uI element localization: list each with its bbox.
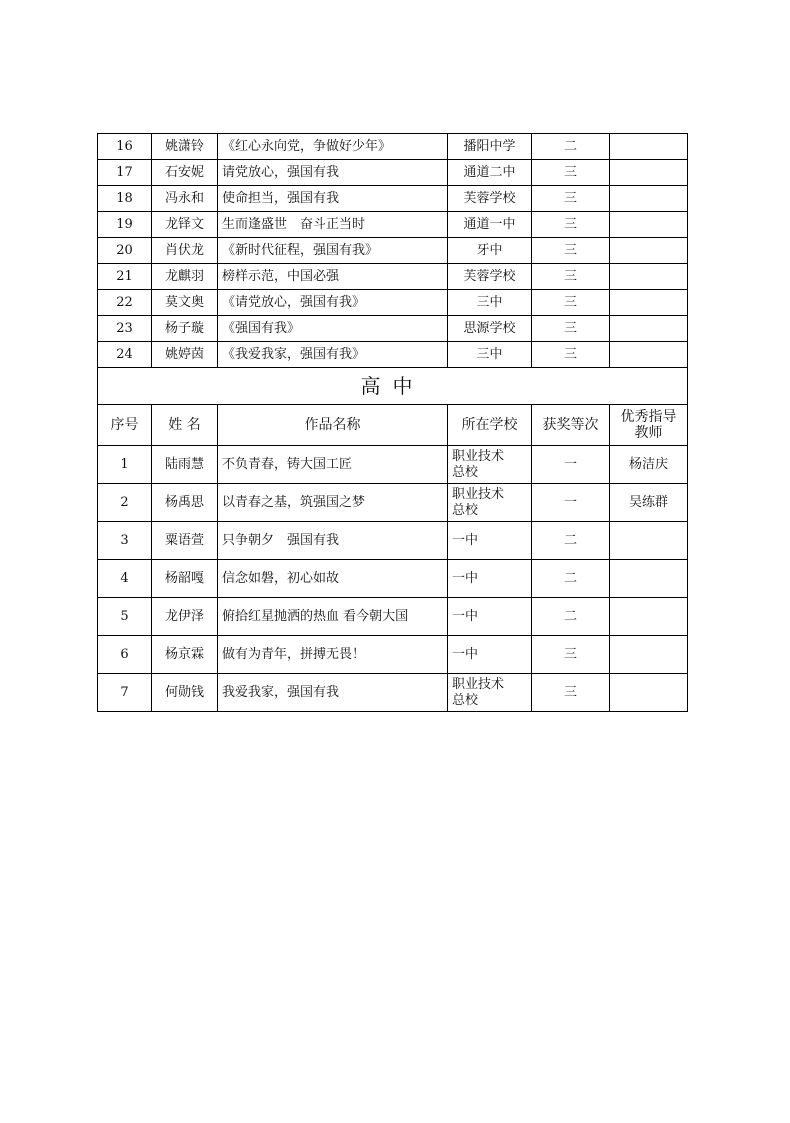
cell-title: 做有为青年，拼搏无畏！ <box>218 636 448 674</box>
school-line1: 一中 <box>452 570 479 586</box>
header-teacher-line2: 教师 <box>634 425 663 441</box>
section-title: 高中 <box>98 368 688 405</box>
cell-no: 16 <box>98 134 152 160</box>
cell-title: 《强国有我》 <box>218 316 448 342</box>
cell-title: 《新时代征程，强国有我》 <box>218 238 448 264</box>
header-name: 姓 名 <box>152 405 218 446</box>
cell-award: 一 <box>532 446 610 484</box>
cell-title: 《请党放心，强国有我》 <box>218 290 448 316</box>
table-row <box>98 238 688 264</box>
cell-no: 17 <box>98 160 152 186</box>
cell-teacher <box>610 212 688 238</box>
cell-school: 通道一中 <box>448 212 532 238</box>
cell-no: 18 <box>98 186 152 212</box>
header-title: 作品名称 <box>218 405 448 446</box>
school-line2: 总校 <box>452 692 479 708</box>
cell-teacher <box>610 636 688 674</box>
cell-title: 俯拾红星抛洒的热血 看今朝大国 <box>218 598 448 636</box>
table-row <box>98 674 688 712</box>
header-no: 序号 <box>98 405 152 446</box>
cell-name: 石安妮 <box>152 160 218 186</box>
header-teacher-line1: 优秀指导 <box>620 409 677 425</box>
cell-award: 三 <box>532 238 610 264</box>
table-row <box>98 186 688 212</box>
table-row <box>98 560 688 598</box>
cell-award: 二 <box>532 560 610 598</box>
cell-award: 三 <box>532 636 610 674</box>
cell-title: 使命担当，强国有我 <box>218 186 448 212</box>
cell-teacher <box>610 290 688 316</box>
table-row <box>98 160 688 186</box>
cell-title: 只争朝夕 强国有我 <box>218 522 448 560</box>
cell-teacher <box>610 134 688 160</box>
header-school: 所在学校 <box>448 405 532 446</box>
school-line1: 一中 <box>452 646 479 662</box>
table-row <box>98 636 688 674</box>
cell-name: 杨韶嘎 <box>152 560 218 598</box>
cell-title: 《红心永向党，争做好少年》 <box>218 134 448 160</box>
cell-name: 陆雨慧 <box>152 446 218 484</box>
cell-award: 二 <box>532 598 610 636</box>
cell-teacher <box>610 238 688 264</box>
cell-no: 23 <box>98 316 152 342</box>
cell-school <box>448 484 532 522</box>
cell-teacher <box>610 342 688 368</box>
cell-no: 7 <box>98 674 152 712</box>
cell-title: 请党放心，强国有我 <box>218 160 448 186</box>
cell-name: 龙伊泽 <box>152 598 218 636</box>
cell-name: 姚潇铃 <box>152 134 218 160</box>
cell-school <box>448 446 532 484</box>
cell-no: 2 <box>98 484 152 522</box>
table-row <box>98 316 688 342</box>
cell-title: 信念如磐，初心如故 <box>218 560 448 598</box>
cell-award: 三 <box>532 186 610 212</box>
cell-teacher <box>610 264 688 290</box>
cell-teacher <box>610 522 688 560</box>
cell-award: 三 <box>532 290 610 316</box>
cell-school: 通道二中 <box>448 160 532 186</box>
cell-name: 龙麒羽 <box>152 264 218 290</box>
cell-award: 三 <box>532 160 610 186</box>
cell-no: 6 <box>98 636 152 674</box>
cell-no: 1 <box>98 446 152 484</box>
table-row <box>98 290 688 316</box>
cell-no: 5 <box>98 598 152 636</box>
cell-title: 《我爱我家，强国有我》 <box>218 342 448 368</box>
cell-no: 20 <box>98 238 152 264</box>
table-row <box>98 598 688 636</box>
cell-teacher <box>610 160 688 186</box>
cell-school: 芙蓉学校 <box>448 264 532 290</box>
school-line2: 总校 <box>452 464 479 480</box>
cell-name: 粟语萱 <box>152 522 218 560</box>
cell-teacher <box>610 598 688 636</box>
cell-school <box>448 598 532 636</box>
cell-no: 3 <box>98 522 152 560</box>
cell-title: 榜样示范，中国必强 <box>218 264 448 290</box>
cell-name: 肖伏龙 <box>152 238 218 264</box>
school-line2: 总校 <box>452 502 479 518</box>
cell-teacher <box>610 560 688 598</box>
cell-school <box>448 560 532 598</box>
cell-school: 播阳中学 <box>448 134 532 160</box>
cell-name: 何勋钱 <box>152 674 218 712</box>
school-line1: 职业技术 <box>452 676 505 692</box>
cell-name: 杨子璇 <box>152 316 218 342</box>
cell-school: 牙中 <box>448 238 532 264</box>
cell-award: 二 <box>532 134 610 160</box>
table-row <box>98 212 688 238</box>
table-row <box>98 134 688 160</box>
cell-award: 三 <box>532 212 610 238</box>
cell-name: 杨禹思 <box>152 484 218 522</box>
cell-name: 莫文奥 <box>152 290 218 316</box>
cell-name: 杨京霖 <box>152 636 218 674</box>
cell-title: 生而逢盛世 奋斗正当时 <box>218 212 448 238</box>
cell-name: 龙铎文 <box>152 212 218 238</box>
header-teacher <box>610 405 688 446</box>
table-row <box>98 522 688 560</box>
cell-teacher: 杨洁庆 <box>610 446 688 484</box>
high-school-rows <box>98 446 688 712</box>
cell-teacher <box>610 674 688 712</box>
cell-school: 芙蓉学校 <box>448 186 532 212</box>
cell-title: 我爱我家，强国有我 <box>218 674 448 712</box>
cell-school: 思源学校 <box>448 316 532 342</box>
cell-no: 19 <box>98 212 152 238</box>
high-school-section <box>98 368 688 446</box>
cell-teacher: 吴练群 <box>610 484 688 522</box>
cell-school: 三中 <box>448 290 532 316</box>
cell-name: 冯永和 <box>152 186 218 212</box>
cell-no: 22 <box>98 290 152 316</box>
table-row <box>98 342 688 368</box>
table-row <box>98 446 688 484</box>
school-line1: 一中 <box>452 608 479 624</box>
cell-name: 姚婷茵 <box>152 342 218 368</box>
middle-school-rows <box>98 134 688 368</box>
cell-school: 三中 <box>448 342 532 368</box>
cell-school <box>448 522 532 560</box>
table-row <box>98 264 688 290</box>
school-line1: 一中 <box>452 532 479 548</box>
cell-award: 三 <box>532 264 610 290</box>
cell-school <box>448 674 532 712</box>
cell-no: 21 <box>98 264 152 290</box>
cell-no: 4 <box>98 560 152 598</box>
school-line1: 职业技术 <box>452 448 505 464</box>
header-row <box>98 405 688 446</box>
cell-award: 二 <box>532 522 610 560</box>
cell-award: 一 <box>532 484 610 522</box>
cell-teacher <box>610 316 688 342</box>
cell-award: 三 <box>532 342 610 368</box>
cell-school <box>448 636 532 674</box>
cell-no: 24 <box>98 342 152 368</box>
table-row <box>98 484 688 522</box>
school-line1: 职业技术 <box>452 486 505 502</box>
cell-award: 三 <box>532 316 610 342</box>
cell-title: 以青春之基，筑强国之梦 <box>218 484 448 522</box>
cell-title: 不负青春，铸大国工匠 <box>218 446 448 484</box>
header-award: 获奖等次 <box>532 405 610 446</box>
cell-teacher <box>610 186 688 212</box>
cell-award: 三 <box>532 674 610 712</box>
awards-table <box>97 133 688 712</box>
